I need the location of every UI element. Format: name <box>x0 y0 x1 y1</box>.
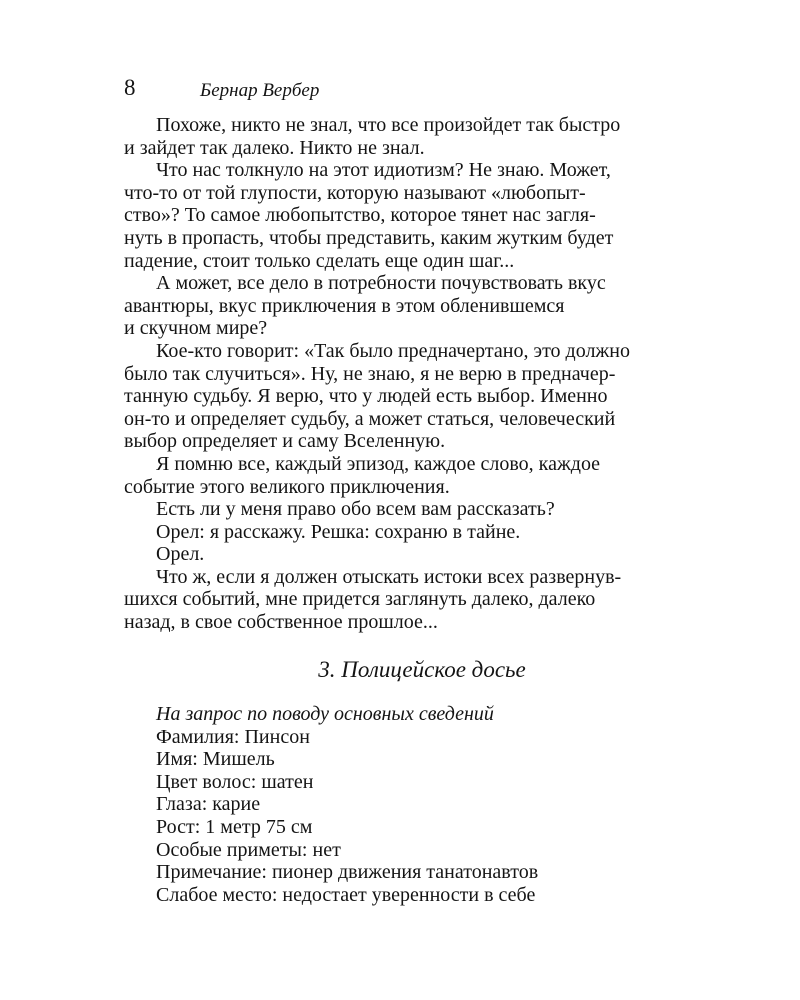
dossier-line: Фамилия: Пинсон <box>156 725 310 748</box>
paragraph: Я помню все, каждый эпизод, каждое слово, каждое событие этого великого приключения. <box>124 452 601 498</box>
paragraph: Кое-кто говорит: «Так было предначертано, это должно было так случиться». Ну, не знаю, я не верю в предначер- танную судьбу. Я верю, что у людей есть выбор. Именно он-то и определяет судьбу, а может статься, человеческий выбор определяет и саму Вселенную. <box>124 339 630 453</box>
page-header <box>124 76 724 102</box>
section-title: 3. Полицейское досье <box>318 657 526 682</box>
dossier-line: Имя: Мишель <box>156 748 275 771</box>
dossier-heading: На запрос по поводу основных сведений <box>156 703 494 725</box>
dossier-line: Цвет волос: шатен <box>156 770 314 793</box>
paragraph: Есть ли у меня право обо всем вам рассказать? <box>156 498 555 521</box>
dossier-line: Глаза: карие <box>156 793 261 816</box>
paragraph: Орел. <box>156 543 205 566</box>
paragraph: А может, все дело в потребности почувствовать вкус авантюры, вкус приключения в этом обленившемся и скучном мире? <box>124 272 606 340</box>
running-head-author: Бернар Вербер <box>200 80 320 101</box>
dossier-line: Рост: 1 метр 75 см <box>156 815 313 838</box>
dossier-line: Слабое место: недостает уверенности в себе <box>156 883 536 906</box>
paragraph: Орел: я расскажу. Решка: сохраню в тайне. <box>156 520 521 543</box>
body-text <box>124 114 720 634</box>
paragraph: Что ж, если я должен отыскать истоки всех развернув- шихся событий, мне придется заглянуть далеко, далеко назад, в свое собственное прошлое... <box>124 565 622 634</box>
paragraph: Что нас толкнуло на этот идиотизм? Не знаю. Может, что-то от той глупости, которую называют «любопыт- ство»? То самое любопытство, которое тянет нас загля- нуть в пропасть, чтобы представить, каким жутким будет падение, стоит только сделать еще один шаг... <box>124 159 614 272</box>
dossier-line: Примечание: пионер движения танатонавтов <box>156 861 539 884</box>
police-dossier <box>156 703 716 906</box>
dossier-line: Особые приметы: нет <box>156 838 341 861</box>
paragraph: Похоже, никто не знал, что все произойдет так быстро и зайдет так далеко. Никто не знал. <box>124 114 621 159</box>
page-number: 8 <box>124 75 136 100</box>
